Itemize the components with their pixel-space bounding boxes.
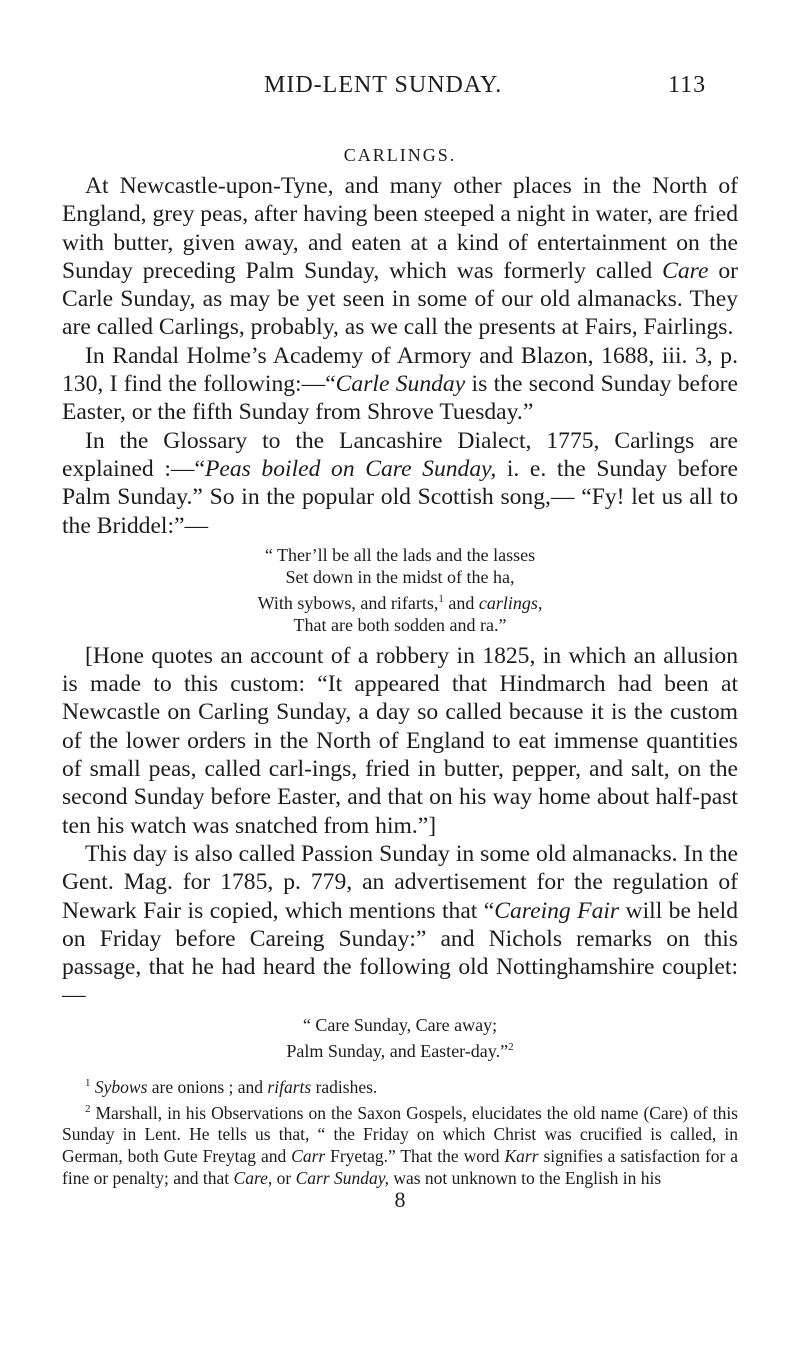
page-number: 113 bbox=[668, 72, 707, 98]
footnote-mark: 1 bbox=[85, 1076, 91, 1089]
paragraph-text: At Newcastle-upon-Tyne, and many other places in the North of England, grey peas, after having been steeped a night in water, are fried with butter, given away, and eaten at a kind of entertainment on the Sunday preceding Palm Sunday, which was formerly called bbox=[62, 173, 738, 284]
italic-term: carlings, bbox=[478, 592, 543, 613]
paragraph-text: is the second Sunday before Easter, or the fifth Sunday from Shrove Tuesday.” bbox=[62, 371, 738, 426]
verse-text: and bbox=[448, 592, 475, 613]
italic-term: Carr bbox=[291, 1146, 326, 1167]
paragraph-carlings-intro bbox=[62, 172, 738, 342]
footnote-text: Marshall, in his Observations on the Saxon Gospels, elucidates the old name (Care) of this Sunday in Lent. He tells us that, “ the Friday on which Christ was crucified is called, in German, both Gute Freytag and bbox=[62, 1102, 738, 1167]
footnote-text: radishes. bbox=[315, 1076, 378, 1097]
paragraph-lancashire-glossary bbox=[62, 427, 738, 540]
italic-term: Carr Sunday, bbox=[295, 1168, 389, 1189]
verse-text: With sybows, and rifarts, bbox=[257, 592, 439, 613]
verse-line: “ Ther’ll be all the lads and the lasses bbox=[264, 544, 536, 565]
verse-text: Palm Sunday, and Easter-day.” bbox=[286, 1040, 509, 1061]
verse-nottinghamshire-couplet bbox=[62, 1014, 738, 1062]
italic-term: Careing Fair bbox=[494, 897, 620, 924]
verse-line: Set down in the midst of the ha, bbox=[285, 566, 515, 587]
paragraph-text: will be held on Friday before Careing Sunday:” and Nichols remarks on this passage, that he had heard the following old Nottinghamshire couplet:— bbox=[62, 897, 739, 1009]
verse-line: That are both sodden and ra.” bbox=[293, 614, 507, 635]
footnote-1 bbox=[62, 1072, 738, 1098]
footnote-text: or bbox=[276, 1168, 292, 1189]
footnote-text: Fryetag.” That the word bbox=[330, 1146, 500, 1167]
footnote-text: was not unknown to the English in his bbox=[393, 1168, 662, 1189]
italic-term: Care, bbox=[233, 1168, 273, 1189]
page-body bbox=[62, 142, 738, 1213]
italic-term: Peas boiled on Care Sunday, bbox=[204, 455, 497, 482]
section-heading: CARLINGS. bbox=[343, 145, 457, 165]
paragraph-text: or Carle Sunday, as may be yet seen in some of our old almanacks. They are called Carlings, probably, as we call the presents at Fairs, Fairlings. bbox=[62, 257, 739, 341]
footnote-ref: 1 bbox=[438, 592, 444, 605]
footnote-mark: 2 bbox=[85, 1102, 91, 1115]
footnote-text: signifies a satisfaction for a fine or penalty; and that bbox=[62, 1146, 739, 1189]
footnote-ref: 2 bbox=[508, 1040, 514, 1053]
running-title: MID-LENT SUNDAY. bbox=[264, 72, 503, 98]
footnote-2 bbox=[62, 1098, 738, 1190]
italic-term: Care bbox=[662, 257, 709, 284]
paragraph-hone-quote: [Hone quotes an account of a robbery in 1825, in which an allusion is made to this custom: “It appeared that Hindmarch had been at Newcastle on Carling Sunday, a day so called because it is the custom of the lower orders in the North of England to eat immense quantities of small peas, called carl-ings, fried in butter, pepper, and salt, on the second Sunday before Easter, and that on his way home about half-past ten his watch was snatched from him.”] bbox=[62, 642, 738, 839]
footnote-text: are onions ; and bbox=[151, 1076, 264, 1097]
paragraph-text: In the Glossary to the Lancashire Dialect, 1775, Carlings are explained :—“ bbox=[62, 427, 738, 482]
verse-line bbox=[62, 588, 738, 614]
verse-line: “ Care Sunday, Care away; bbox=[302, 1014, 498, 1035]
footnotes bbox=[62, 1072, 738, 1190]
paragraph-randal-holme bbox=[62, 342, 738, 427]
italic-term: Carle Sunday bbox=[335, 371, 466, 398]
paragraph-text: i. e. the Sunday before Palm Sunday.” So in the popular old Scottish song,— “Fy! let us all to the Briddel:”— bbox=[62, 455, 738, 539]
signature-mark: 8 bbox=[394, 1187, 406, 1213]
italic-term: Sybows bbox=[94, 1076, 148, 1097]
italic-term: Karr bbox=[504, 1146, 539, 1167]
paragraph-text: This day is also called Passion Sunday in some old almanacks. In the Gent. Mag. for 1785, p. 779, an advertisement for the regulation of Newark Fair is copied, which mentions that “ bbox=[62, 840, 738, 924]
verse-line bbox=[62, 1036, 738, 1062]
italic-term: rifarts bbox=[267, 1076, 312, 1097]
paragraph-passion-sunday bbox=[62, 840, 738, 1010]
paragraph-text: In Randal Holme’s Academy of Armory and Blazon, 1688, iii. 3, p. 130, I find the following:—“ bbox=[62, 342, 738, 398]
verse-scottish-song bbox=[62, 544, 738, 636]
